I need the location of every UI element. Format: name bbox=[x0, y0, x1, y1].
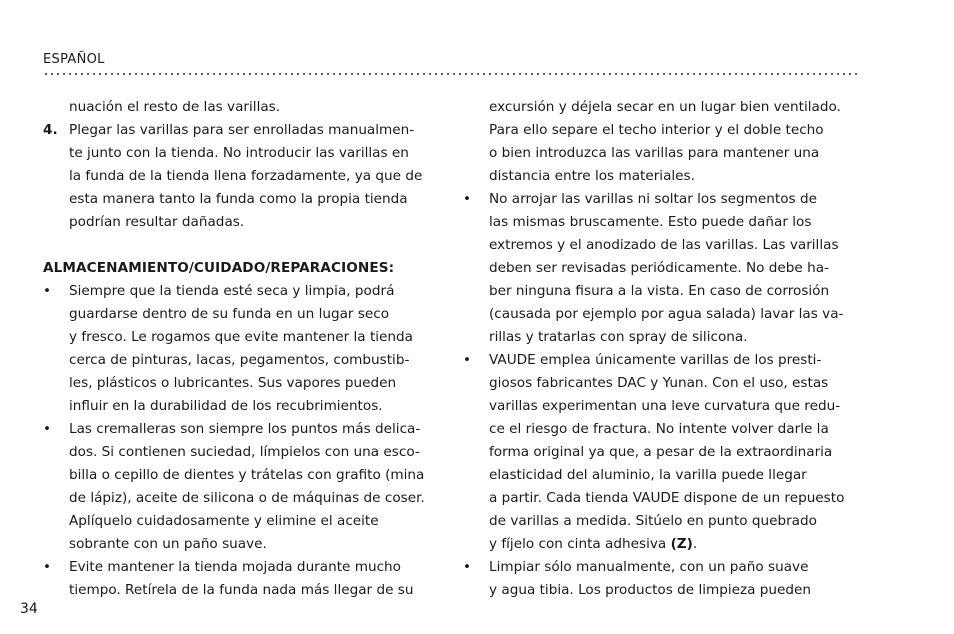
language-label: ESPAÑOL bbox=[43, 52, 105, 67]
text-line: elasticidad del aluminio, la varilla puede llegar bbox=[489, 467, 807, 483]
text-line: la funda de la tienda llena forzadamente, ya que de bbox=[69, 168, 423, 184]
page-number: 34 bbox=[20, 601, 38, 617]
step-number: 4. bbox=[43, 122, 58, 138]
bullet-icon: • bbox=[463, 191, 472, 207]
text-line: Evite mantener la tienda mojada durante mucho bbox=[69, 559, 401, 575]
text-line: billa o cepillo de dientes y trátelas con grafito (mina bbox=[69, 467, 425, 483]
text-line: o bien introduzca las varillas para mantener una bbox=[489, 145, 820, 161]
text-line: sobrante con un paño suave. bbox=[69, 536, 267, 552]
text-line: a partir. Cada tienda VAUDE dispone de un repuesto bbox=[489, 490, 845, 506]
text-line: giosos fabricantes DAC y Yunan. Con el uso, estas bbox=[489, 375, 829, 391]
dotted-divider bbox=[43, 73, 858, 75]
list-item bbox=[43, 556, 443, 602]
text-line: cerca de pinturas, lacas, pegamentos, combustib- bbox=[69, 352, 410, 368]
bullet-icon: • bbox=[43, 421, 52, 437]
bullet-icon: • bbox=[463, 559, 472, 575]
text-line: guardarse dentro de su funda en un lugar seco bbox=[69, 306, 390, 322]
text-line: podrían resultar dañadas. bbox=[69, 214, 245, 230]
section-heading: ALMACENAMIENTO/CUIDADO/REPARACIONES: bbox=[43, 260, 395, 276]
text-line: Las cremalleras son siempre los puntos más delica- bbox=[69, 421, 421, 437]
figure-reference: (Z) bbox=[670, 536, 693, 552]
text-line: Limpiar sólo manualmente, con un paño suave bbox=[489, 559, 809, 575]
text-line: les, plásticos o lubricantes. Sus vapores pueden bbox=[69, 375, 397, 391]
text-line: excursión y déjela secar en un lugar bien ventilado. bbox=[489, 99, 841, 115]
bullet-icon: • bbox=[463, 352, 472, 368]
bullet-icon: • bbox=[43, 283, 52, 299]
text-line bbox=[489, 533, 863, 556]
text-line: extremos y el anodizado de las varillas. Las varillas bbox=[489, 237, 839, 253]
step-4 bbox=[43, 119, 443, 234]
text-line: de lápiz), aceite de silicona o de máquinas de coser. bbox=[69, 490, 425, 506]
list-item bbox=[463, 188, 863, 349]
text-line: Aplíquelo cuidadosamente y elimine el aceite bbox=[69, 513, 379, 529]
left-column bbox=[43, 96, 443, 602]
list-item bbox=[43, 418, 443, 556]
text-line: Para ello separe el techo interior y el doble techo bbox=[489, 122, 824, 138]
text-line: (causada por ejemplo por agua salada) lavar las va- bbox=[489, 306, 844, 322]
text-line: nuación el resto de las varillas. bbox=[69, 99, 281, 115]
list-item bbox=[463, 349, 863, 556]
right-column bbox=[463, 96, 863, 602]
text-line: y fresco. Le rogamos que evite mantener la tienda bbox=[69, 329, 413, 345]
text-line: te junto con la tienda. No introducir las varillas en bbox=[69, 145, 409, 161]
bullet-icon: • bbox=[43, 559, 52, 575]
text-line: ber ninguna fisura a la vista. En caso de corrosión bbox=[489, 283, 830, 299]
text-line: Plegar las varillas para ser enrolladas manualmen- bbox=[69, 122, 415, 138]
text-line: forma original ya que, a pesar de la extraordinaria bbox=[489, 444, 833, 460]
text-line: ce el riesgo de fractura. No intente volver darle la bbox=[489, 421, 829, 437]
continuation-paragraph bbox=[463, 96, 863, 188]
text-line: Siempre que la tienda esté seca y limpia, podrá bbox=[69, 283, 395, 299]
text-fragment: . bbox=[692, 536, 698, 552]
text-fragment: y fíjelo con cinta adhesiva bbox=[489, 536, 671, 552]
text-line: VAUDE emplea únicamente varillas de los presti- bbox=[489, 352, 822, 368]
text-line: varillas experimentan una leve curvatura que redu- bbox=[489, 398, 841, 414]
text-line: esta manera tanto la funda como la propia tienda bbox=[69, 191, 408, 207]
text-line: deben ser revisadas periódicamente. No debe ha- bbox=[489, 260, 829, 276]
text-line: No arrojar las varillas ni soltar los segmentos de bbox=[489, 191, 817, 207]
text-line: y agua tibia. Los productos de limpieza pueden bbox=[489, 582, 812, 598]
text-line: tiempo. Retírela de la funda nada más llegar de su bbox=[69, 582, 414, 598]
text-line: las mismas bruscamente. Esto puede dañar los bbox=[489, 214, 812, 230]
text-line: dos. Si contienen suciedad, límpielos con una esco- bbox=[69, 444, 420, 460]
text-line: distancia entre los materiales. bbox=[489, 168, 695, 184]
text-line: influir en la durabilidad de los recubrimientos. bbox=[69, 398, 383, 414]
continuation-paragraph bbox=[43, 96, 443, 119]
list-item bbox=[463, 556, 863, 602]
text-line: rillas y tratarlas con spray de silicona. bbox=[489, 329, 748, 345]
text-line: de varillas a medida. Sitúelo en punto quebrado bbox=[489, 513, 817, 529]
list-item bbox=[43, 280, 443, 418]
